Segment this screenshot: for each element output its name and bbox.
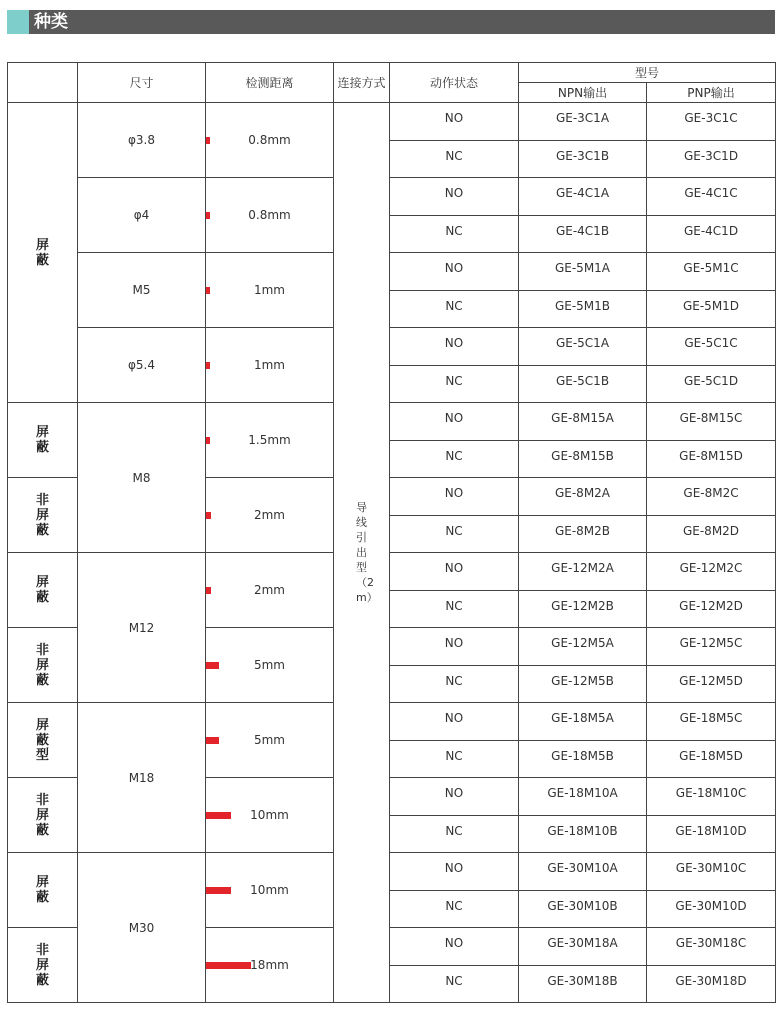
distance-cell [206,178,334,253]
table-row [8,103,776,141]
npn-model: GE-18M10A [547,786,618,801]
connection-cell [334,103,390,1003]
distance-cell [206,778,334,853]
pnp-model-cell [647,403,776,441]
action-label: NO [444,111,464,126]
action-label: NO [444,336,464,351]
npn-model: GE-12M2A [551,561,614,576]
header-connection: 连接方式 [334,63,390,103]
header-size: 尺寸 [78,63,206,103]
distance-cell [206,703,334,778]
pnp-model-cell [647,665,776,703]
table-row [8,403,776,441]
action-cell [390,928,519,966]
npn-model: GE-18M10B [547,823,618,838]
npn-model: GE-12M2B [551,598,614,613]
distance-label: 2mm [253,508,285,522]
pnp-model: GE-8M2C [683,486,739,501]
npn-model: GE-5C1A [555,336,610,351]
pnp-model-cell [647,140,776,178]
pnp-model: GE-8M2D [682,523,740,538]
table-row [8,703,776,741]
type-cell [8,703,78,778]
action-cell [390,665,519,703]
npn-model-cell [519,815,647,853]
pnp-model-cell [647,853,776,891]
distance-label: 1mm [253,358,285,372]
action-label: NO [444,861,464,876]
pnp-model: GE-12M2D [679,598,743,613]
size-cell: φ3.8 [78,103,206,178]
npn-model: GE-12M5A [551,636,614,651]
npn-model: GE-12M5B [551,673,614,688]
type-cell [8,103,78,403]
type-label: 非屏蔽 [36,942,50,988]
pnp-model-cell [647,178,776,216]
type-cell [8,628,78,703]
pnp-model: GE-5C1D [683,373,739,388]
action-cell [390,553,519,591]
action-cell [390,215,519,253]
action-label: NC [445,448,463,463]
npn-model: GE-30M18B [547,973,618,988]
pnp-model: GE-4C1D [683,223,739,238]
size-cell: M18 [78,703,206,853]
npn-model: GE-4C1A [555,186,610,201]
type-label: 屏蔽型 [36,717,50,763]
header-pnp: PNP输出 [647,83,776,103]
pnp-model: GE-8M15D [679,448,743,463]
type-label: 屏蔽 [36,237,50,268]
action-cell [390,253,519,291]
pnp-model: GE-8M15C [679,411,743,426]
action-cell [390,590,519,628]
action-cell [390,778,519,816]
pnp-model: GE-12M5D [679,673,743,688]
npn-model: GE-8M15B [551,448,614,463]
size-cell: M12 [78,553,206,703]
npn-model-cell [519,853,647,891]
pnp-model: GE-4C1C [684,186,738,201]
pnp-model-cell [647,965,776,1003]
action-cell [390,853,519,891]
pnp-model: GE-18M10C [675,786,747,801]
pnp-model: GE-12M5C [679,636,743,651]
type-cell [8,403,78,478]
distance-label: 0.8mm [248,208,291,222]
type-label: 非屏蔽 [36,492,50,538]
action-label: NC [445,148,463,163]
size-cell: φ5.4 [78,328,206,403]
section-header [7,10,775,34]
header-action: 动作状态 [390,63,519,103]
distance-cell [206,253,334,328]
distance-cell [206,478,334,553]
npn-model-cell [519,553,647,591]
npn-model-cell [519,253,647,291]
action-label: NO [444,261,464,276]
pnp-model-cell [647,478,776,516]
npn-model: GE-30M18A [547,936,618,951]
distance-cell [206,928,334,1003]
npn-model-cell [519,140,647,178]
pnp-model-cell [647,365,776,403]
action-label: NC [445,748,463,763]
distance-label: 10mm [250,883,289,897]
npn-model-cell [519,703,647,741]
type-label: 屏蔽 [36,425,50,455]
npn-model-cell [519,890,647,928]
distance-label: 0.8mm [248,133,291,147]
pnp-model-cell [647,628,776,666]
action-cell [390,628,519,666]
action-label: NC [445,298,463,313]
npn-model-cell [519,290,647,328]
distance-cell [206,628,334,703]
npn-model: GE-30M10A [547,861,618,876]
section-title: 种类 [34,12,68,32]
action-label: NO [444,786,464,801]
size-cell: M8 [78,403,206,553]
npn-model: GE-3C1A [555,111,610,126]
action-cell [390,815,519,853]
npn-model: GE-8M2B [554,523,611,538]
action-label: NC [445,898,463,913]
action-label: NO [444,561,464,576]
header-model: 型号 [519,63,776,83]
action-label: NC [445,823,463,838]
action-cell [390,140,519,178]
pnp-model: GE-3C1C [684,111,738,126]
action-label: NC [445,223,463,238]
distance-label: 2mm [253,583,285,597]
npn-model-cell [519,478,647,516]
npn-model-cell [519,740,647,778]
connection-label: 导线引出型（2m） [356,501,378,604]
pnp-model: GE-30M10C [675,861,747,876]
pnp-model: GE-5M1D [682,298,740,313]
npn-model-cell [519,628,647,666]
action-cell [390,740,519,778]
type-cell [8,853,78,928]
pnp-model-cell [647,440,776,478]
distance-cell [206,103,334,178]
pnp-model-cell [647,740,776,778]
distance-cell [206,328,334,403]
pnp-model-cell [647,928,776,966]
pnp-model: GE-12M2C [679,561,743,576]
action-label: NO [444,186,464,201]
distance-label: 1mm [253,283,285,297]
table-row [8,553,776,591]
action-label: NO [444,636,464,651]
type-cell [8,778,78,853]
product-table [7,62,776,1003]
action-cell [390,403,519,441]
action-label: NO [444,936,464,951]
action-label: NC [445,673,463,688]
type-cell [8,478,78,553]
pnp-model-cell [647,515,776,553]
size-cell: φ4 [78,178,206,253]
pnp-model-cell [647,703,776,741]
distance-cell [206,853,334,928]
pnp-model-cell [647,215,776,253]
npn-model: GE-4C1B [555,223,610,238]
npn-model-cell [519,365,647,403]
action-cell [390,365,519,403]
npn-model-cell [519,328,647,366]
npn-model-cell [519,103,647,141]
type-label: 非屏蔽 [36,792,50,838]
type-label: 屏蔽 [36,575,50,605]
pnp-model-cell [647,290,776,328]
npn-model: GE-5M1A [554,261,611,276]
action-label: NC [445,598,463,613]
action-label: NC [445,973,463,988]
table-body [8,103,776,1003]
pnp-model-cell [647,253,776,291]
distance-label: 18mm [250,958,289,972]
npn-model: GE-8M2A [554,486,611,501]
size-cell: M30 [78,853,206,1003]
table-row [8,178,776,216]
table-row [8,253,776,291]
action-cell [390,103,519,141]
npn-model: GE-8M15A [551,411,614,426]
npn-model: GE-30M10B [547,898,618,913]
size-cell: M5 [78,253,206,328]
distance-label: 10mm [250,808,289,822]
pnp-model: GE-5M1C [683,261,739,276]
table-row [8,853,776,891]
pnp-model: GE-5C1C [684,336,738,351]
npn-model: GE-3C1B [555,148,610,163]
npn-model-cell [519,440,647,478]
pnp-model: GE-18M10D [675,823,747,838]
action-cell [390,290,519,328]
pnp-model-cell [647,590,776,628]
npn-model: GE-18M5B [551,748,614,763]
distance-cell [206,553,334,628]
npn-model-cell [519,403,647,441]
action-cell [390,178,519,216]
action-label: NO [444,711,464,726]
pnp-model-cell [647,815,776,853]
pnp-model: GE-30M18C [675,936,747,951]
table-row [8,328,776,366]
pnp-model: GE-3C1D [683,148,739,163]
pnp-model-cell [647,103,776,141]
action-cell [390,328,519,366]
action-label: NC [445,523,463,538]
npn-model-cell [519,215,647,253]
type-label: 非屏蔽 [36,642,50,688]
action-label: NC [445,373,463,388]
header-distance: 检测距离 [206,63,334,103]
header-accent-block [7,10,29,34]
npn-model: GE-18M5A [551,711,614,726]
type-label: 屏蔽 [36,875,50,905]
pnp-model: GE-30M18D [675,973,747,988]
action-cell [390,703,519,741]
npn-model-cell [519,178,647,216]
pnp-model-cell [647,553,776,591]
distance-label: 5mm [253,733,285,747]
action-label: NO [444,411,464,426]
npn-model-cell [519,778,647,816]
pnp-model: GE-18M5D [679,748,743,763]
action-cell [390,890,519,928]
action-label: NO [444,486,464,501]
npn-model-cell [519,928,647,966]
action-cell [390,965,519,1003]
pnp-model-cell [647,778,776,816]
header-npn: NPN输出 [519,83,647,103]
npn-model-cell [519,590,647,628]
pnp-model-cell [647,328,776,366]
type-cell [8,553,78,628]
action-cell [390,478,519,516]
npn-model: GE-5M1B [554,298,611,313]
pnp-model-cell [647,890,776,928]
npn-model-cell [519,515,647,553]
pnp-model: GE-18M5C [679,711,743,726]
header-type-blank [8,63,78,103]
distance-label: 5mm [253,658,285,672]
npn-model-cell [519,665,647,703]
distance-cell [206,403,334,478]
action-cell [390,515,519,553]
distance-label: 1.5mm [248,433,291,447]
npn-model: GE-5C1B [555,373,610,388]
npn-model-cell [519,965,647,1003]
pnp-model: GE-30M10D [675,898,747,913]
action-cell [390,440,519,478]
type-cell [8,928,78,1003]
